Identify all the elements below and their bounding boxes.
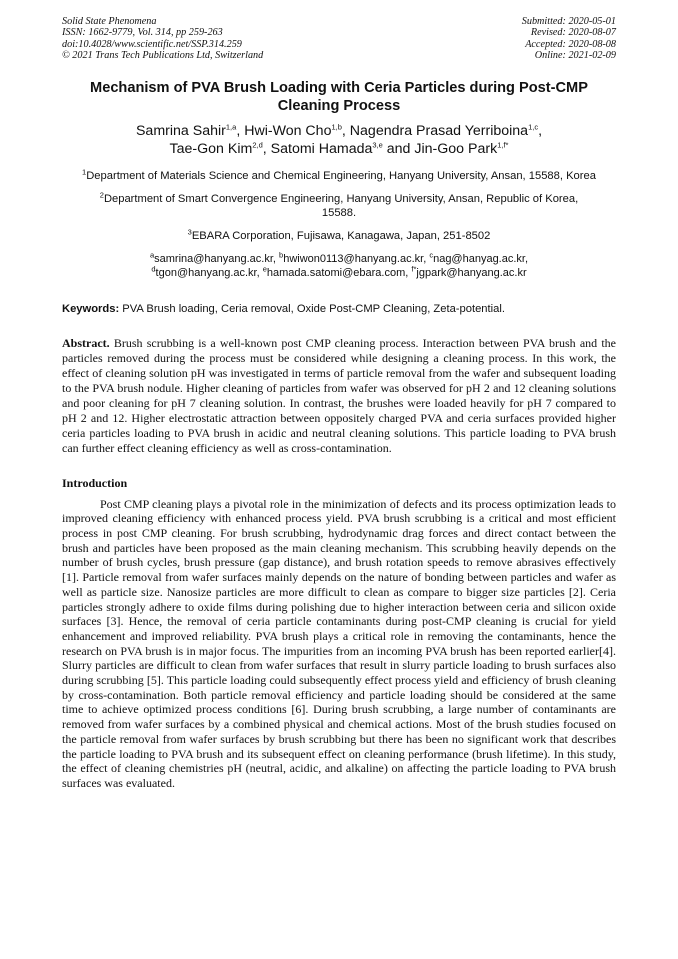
email[interactable]: $^d$tgon@hanyang.ac.kr, [151, 263, 263, 279]
email[interactable]: $^b$hwiwon0113@hanyang.ac.kr, [279, 249, 430, 265]
accepted-date: Accepted: 2020-08-08 [525, 38, 616, 50]
copyright: © 2021 Trans Tech Publications Ltd, Switzerland [62, 50, 264, 62]
author-list [62, 122, 616, 158]
keywords-text: PVA Brush loading, Ceria removal, Oxide Post-CMP Cleaning, Zeta-potential. [119, 302, 505, 315]
affiliation-3: $^3$EBARA Corporation, Fujisawa, Kanagawa, Japan, 251-8502 [187, 226, 491, 242]
publication-header [62, 16, 616, 62]
author: Samrina Sahir$^{1,a}$, [135, 121, 245, 139]
abstract-label: Abstract. [62, 335, 110, 350]
section-heading-introduction: Introduction [62, 475, 128, 490]
author: Nagendra Prasad Yerriboina$^{1,c}$, [349, 121, 543, 139]
online-date: Online: 2021-02-09 [534, 50, 616, 62]
affiliation-1: $^1$Department of Materials Science and Chemical Engineering, Hanyang University, Ansan, 15588, Korea [82, 166, 596, 182]
introduction-paragraph: Post CMP cleaning plays a pivotal role in the minimization of defects and its process optimization leads to improved cleaning efficiency with enhanced process yield. PVA brush scrubbing is a critical and most efficient process in post CMP cleaning. For brush scrubbing, hydrodynamic drag forces and direct contact between the brush and particles have been proposed as the main cleaning mechanism. This scrubbing heavily depends on the number of brush cycles, brush pressure (gap distance), and brush rotation speeds to remove abrasives effectively [1]. Particle removal from wafer surfaces mainly depends on the nature of bonding between particles and wafer as well as particle size. Nanosize particles are more difficult to clean as compare to bigger size particles [2]. Ceria particles strongly adhere to oxide films during polishing due to higher interaction between ceria and silicon oxide surfaces [3]. Hence, the removal of ceria particle contaminants during post-CMP cleaning is crucial for yield enhancement and improved reliability. PVA brush plays a critical role in removing the contaminants, hence the research on PVA brush is in major focus. The impurities from an incoming PVA brush has been reported earlier[4]. Slurry particles are difficult to clean from wafer surfaces that result in slurry particle loading to brush surfaces also during scrubbing [5]. This particle loading could subsequently effect process yield and efficiency of brush cleaning by cross-contamination. Both particle removal efficiency and particle loading should be considered at the same time to achieve optimized process conditions [6]. During brush scrubbing, a large number of contaminants are removed from wafer surfaces by a combined physical and chemical actions. Most of the brush studies focused on the particle removal from wafer surfaces by brush scrubbing but there has been no significant work that describes the particle loading to PVA brush and its subsequent effect on cleaning performance (brush lifetime). In this study, the effect of cleaning chemistries pH (neutral, acidic, and alkaline) on affecting the particle loading to PVA brush surfaces was evaluated. [62, 496, 616, 790]
author: Jin-Goo Park$^{1,f*}$ [414, 139, 509, 157]
abstract-text: Brush scrubbing is a well-known post CMP cleaning process. Interaction between PVA brush and the particles removed during the process must be considered while designing a cleaning process. In this work, the effect of cleaning solution pH was investigated in terms of particle removal from the wafer and subsequent loading to the PVA brush nodule. Higher cleaning of particles from wafer was observed for pH 2 and 12 cleaning solutions and poor cleaning for pH 7 cleaning solution. In contrast, the brushes were loaded heavily for pH 7 compared to pH 2 and 12. Higher electrostatic attraction between oppositely charged PVA and ceria surfaces provided higher ceria particles loading to PVA brush in acidic and neutral cleaning solutions. This particle loading to PVA brush can further effect cleaning efficiency as well as cross-contamination. [62, 335, 616, 455]
email[interactable]: $^{f*}$jgpark@hanyang.ac.kr [411, 263, 527, 279]
doi[interactable]: doi:10.4028/www.scientific.net/SSP.314.259 [62, 38, 242, 50]
paper-title: Mechanism of PVA Brush Loading with Ceria Particles during Post-CMP Cleaning Process [90, 79, 588, 114]
issn: ISSN: 1662-9779, Vol. 314, pp 259-263 [62, 27, 223, 39]
keywords-label: Keywords: [62, 302, 120, 315]
publication-dates [522, 16, 616, 62]
journal-name: Solid State Phenomena [62, 16, 157, 27]
email[interactable]: $^e$hamada.satomi@ebara.com, [262, 263, 412, 279]
affiliation-2: $^2$Department of Smart Convergence Engineering, Hanyang University, Ansan, Republic of Korea, 15588. [99, 189, 579, 219]
submitted-date: Submitted: 2020-05-01 [521, 16, 616, 27]
journal-info [62, 16, 263, 62]
email[interactable]: $^a$samrina@hanyang.ac.kr, [149, 249, 280, 265]
revised-date: Revised: 2020-08-07 [530, 27, 616, 39]
author: Tae-Gon Kim$^{2,d}$, [169, 139, 271, 157]
author: Hwi-Won Cho$^{1,b}$, [244, 121, 350, 139]
author: Satomi Hamada$^{3,e}$ and [270, 139, 415, 157]
email[interactable]: $^c$nag@hanyag.ac.kr, [429, 249, 529, 265]
abstract [62, 336, 616, 456]
email-list [62, 249, 616, 280]
keywords [62, 302, 616, 316]
